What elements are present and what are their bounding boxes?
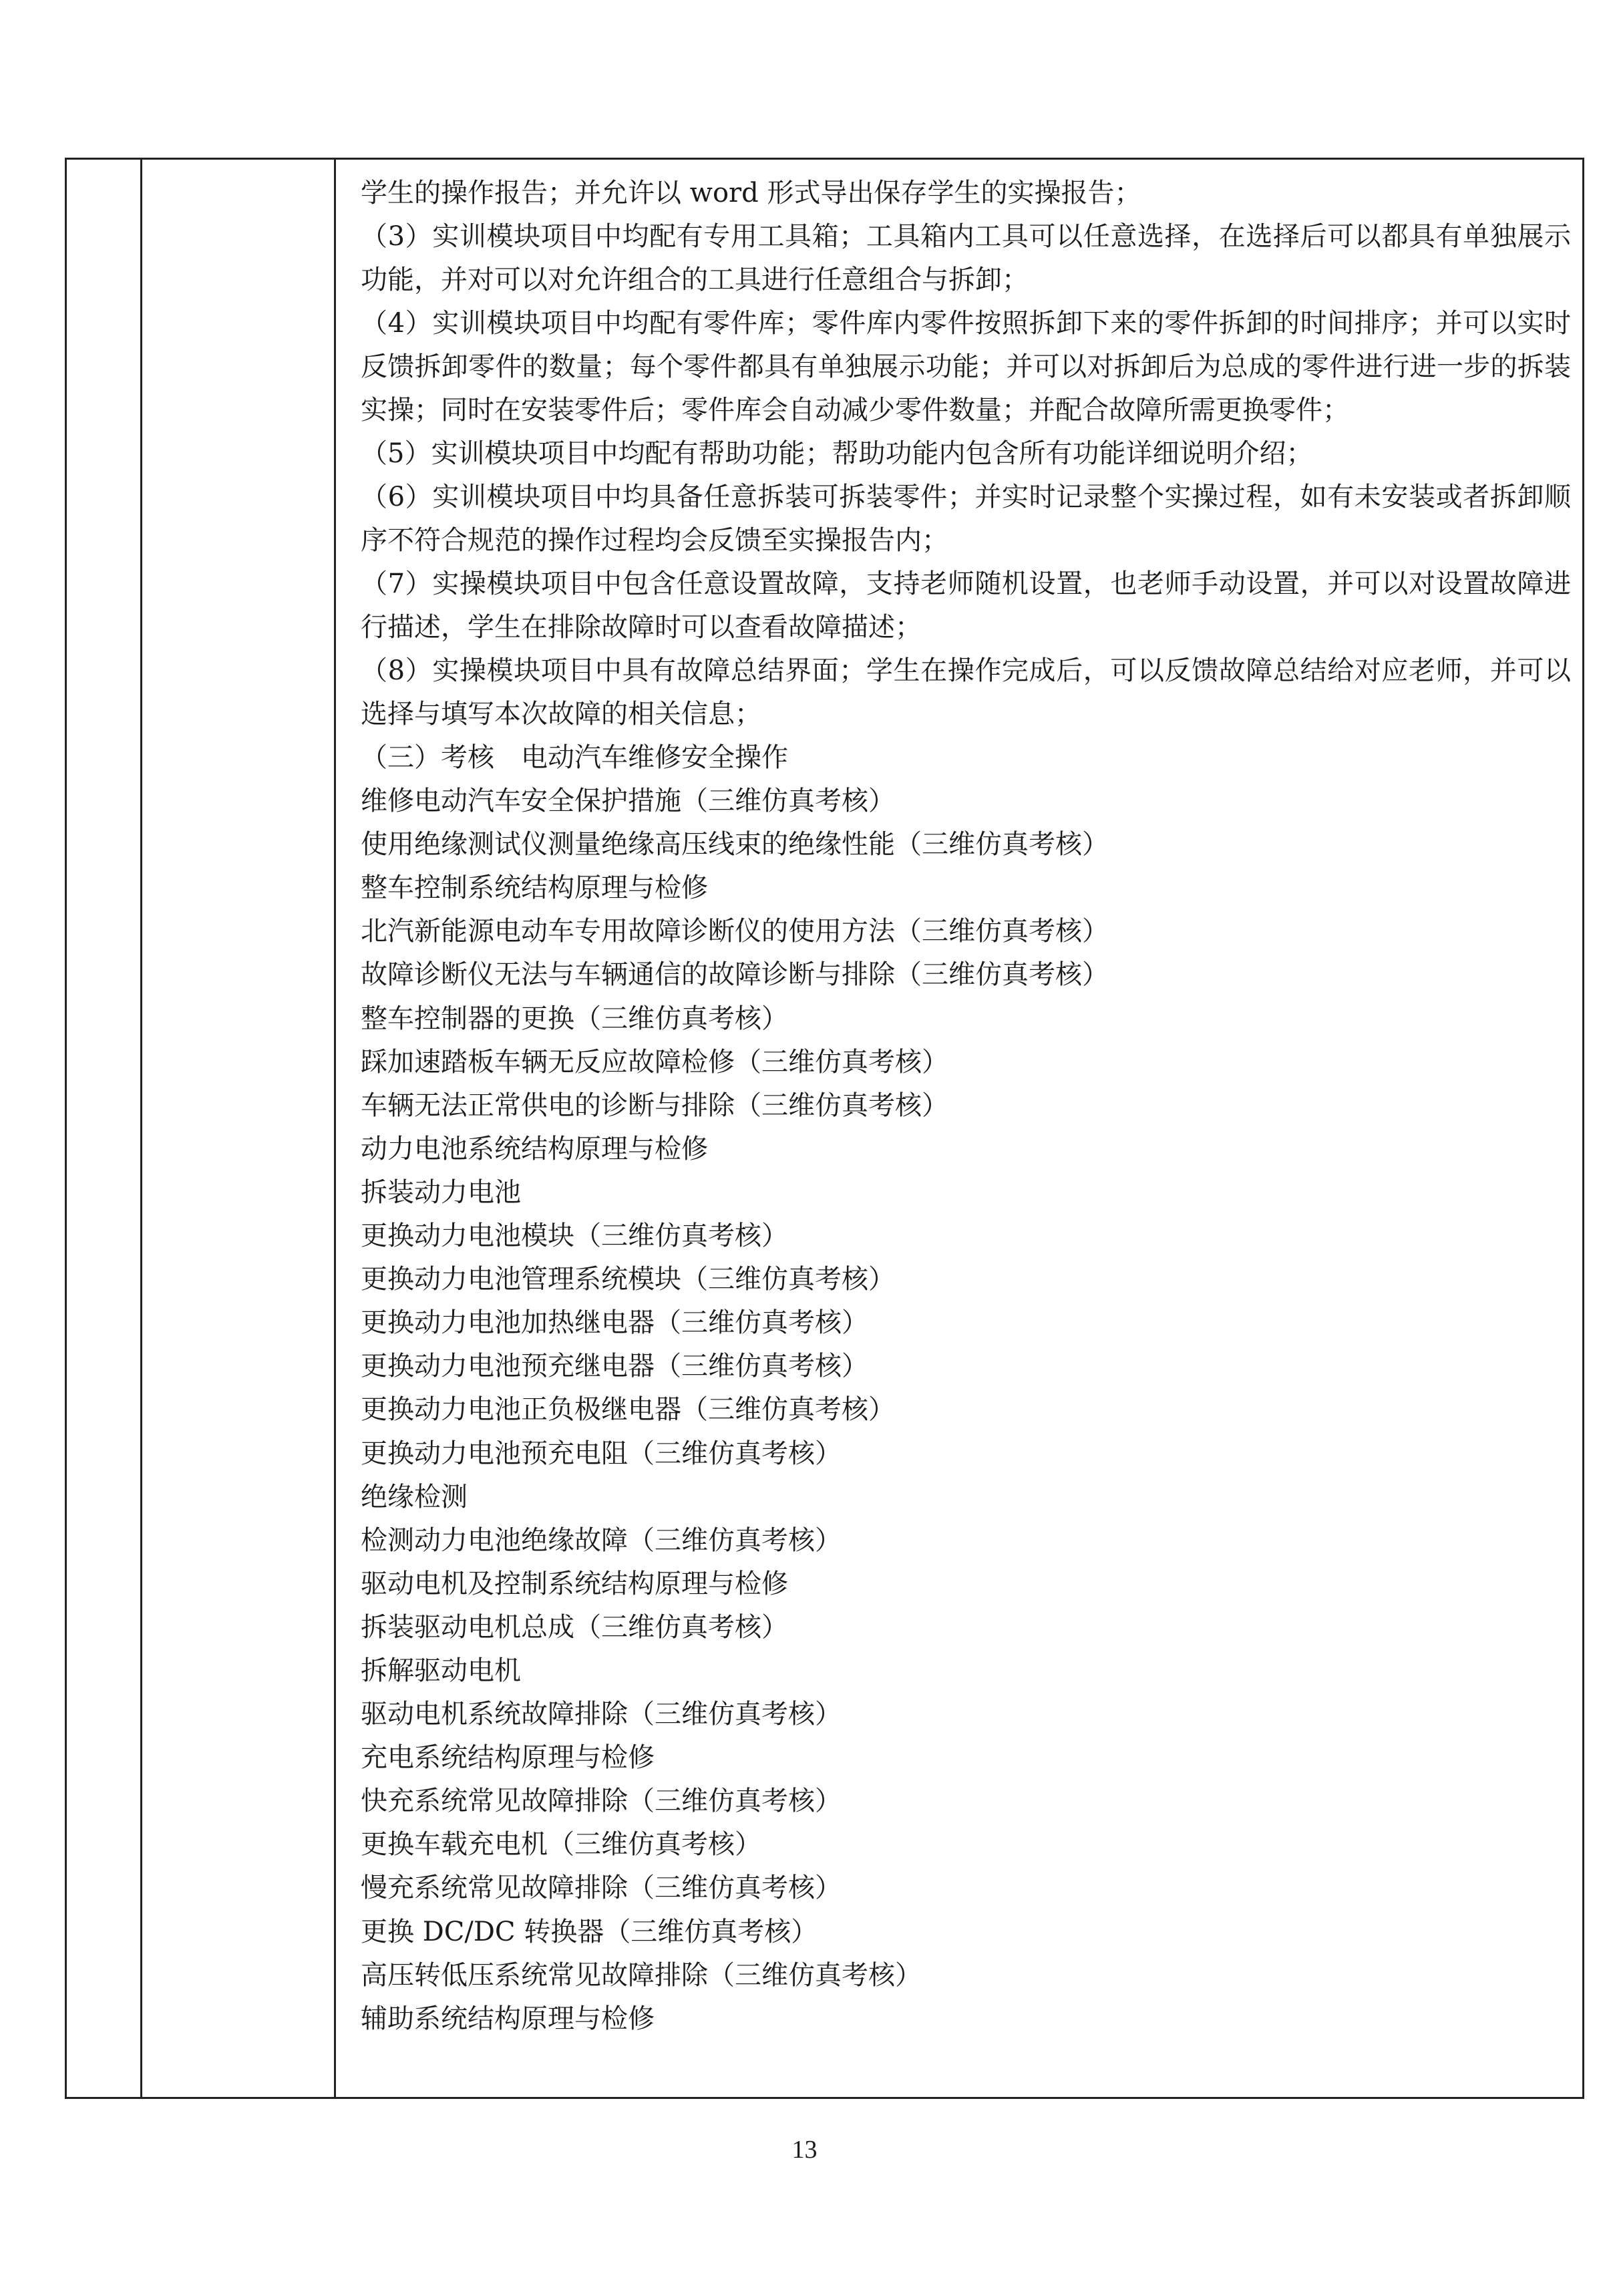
paragraph: （5）实训模块项目中均配有帮助功能；帮助功能内包含所有功能详细说明介绍； <box>361 438 1313 469</box>
list-item: 维修电动汽车安全保护措施（三维仿真考核） <box>361 786 895 817</box>
list-item: 更换车载充电机（三维仿真考核） <box>361 1829 761 1860</box>
requirements-table <box>65 158 1584 2099</box>
list-item: 拆解驱动电机 <box>361 1655 521 1686</box>
list-item: 驱动电机系统故障排除（三维仿真考核） <box>361 1699 842 1730</box>
list-item: 使用绝缘测试仪测量绝缘高压线束的绝缘性能（三维仿真考核） <box>361 829 1109 860</box>
list-item: 绝缘检测 <box>361 1481 468 1512</box>
paragraph: （8）实操模块项目中具有故障总结界面；学生在操作完成后，可以反馈故障总结给对应老师，并可以选择与填写本次故障的相关信息； <box>361 655 1571 729</box>
list-item: 充电系统结构原理与检修 <box>361 1742 655 1774</box>
paragraph: （3）实训模块项目中均配有专用工具箱；工具箱内工具可以任意选择，在选择后可以都具有单独展示功能，并对可以对允许组合的工具进行任意组合与拆卸； <box>361 221 1571 295</box>
list-item: 检测动力电池绝缘故障（三维仿真考核） <box>361 1524 842 1556</box>
list-item: 更换动力电池模块（三维仿真考核） <box>361 1220 788 1252</box>
list-item: 更换 DC/DC 转换器（三维仿真考核） <box>361 1916 818 1947</box>
list-item: 动力电池系统结构原理与检修 <box>361 1133 708 1164</box>
section-heading: （三）考核 电动汽车维修安全操作 <box>361 742 788 773</box>
list-item: 快充系统常见故障排除（三维仿真考核） <box>361 1786 842 1817</box>
table-content-cell <box>361 172 1571 2041</box>
list-item: 更换动力电池管理系统模块（三维仿真考核） <box>361 1264 895 1295</box>
list-item: 更换动力电池预充电阻（三维仿真考核） <box>361 1438 842 1469</box>
list-item: 辅助系统结构原理与检修 <box>361 2003 655 2034</box>
paragraph: （4）实训模块项目中均配有零件库；零件库内零件按照拆卸下来的零件拆卸的时间排序；并可以实时反馈拆卸零件的数量；每个零件都具有单独展示功能；并可以对拆卸后为总成的零件进行进一步的拆装实操；同时在安装零件后；零件库会自动减少零件数量；并配合故障所需更换零件； <box>361 308 1571 426</box>
list-item: 慢充系统常见故障排除（三维仿真考核） <box>361 1872 842 1904</box>
list-item: 驱动电机及控制系统结构原理与检修 <box>361 1568 788 1599</box>
table-column-divider <box>140 160 142 2097</box>
list-item: 北汽新能源电动车专用故障诊断仪的使用方法（三维仿真考核） <box>361 916 1109 947</box>
list-item: 更换动力电池预充继电器（三维仿真考核） <box>361 1351 868 1382</box>
table-column-divider <box>334 160 336 2097</box>
list-item: 拆装驱动电机总成（三维仿真考核） <box>361 1611 788 1643</box>
list-item: 整车控制器的更换（三维仿真考核） <box>361 1003 788 1034</box>
page-number: 13 <box>791 2136 818 2164</box>
paragraph: （7）实操模块项目中包含任意设置故障，支持老师随机设置，也老师手动设置，并可以对设置故障进行描述，学生在排除故障时可以查看故障描述； <box>361 568 1571 643</box>
list-item: 踩加速踏板车辆无反应故障检修（三维仿真考核） <box>361 1046 948 1078</box>
list-item: 整车控制系统结构原理与检修 <box>361 872 708 904</box>
list-item: 拆装动力电池 <box>361 1176 521 1208</box>
paragraph: 学生的操作报告；并允许以 word 形式导出保存学生的实操报告； <box>361 178 1141 208</box>
list-item: 更换动力电池正负极继电器（三维仿真考核） <box>361 1394 895 1426</box>
list-item: 更换动力电池加热继电器（三维仿真考核） <box>361 1307 868 1339</box>
list-item: 车辆无法正常供电的诊断与排除（三维仿真考核） <box>361 1090 948 1121</box>
list-item: 故障诊断仪无法与车辆通信的故障诊断与排除（三维仿真考核） <box>361 959 1109 991</box>
list-item: 高压转低压系统常见故障排除（三维仿真考核） <box>361 1959 922 1991</box>
paragraph: （6）实训模块项目中均具备任意拆装可拆装零件；并实时记录整个实操过程，如有未安装或者拆卸顺序不符合规范的操作过程均会反馈至实操报告内； <box>361 482 1571 556</box>
